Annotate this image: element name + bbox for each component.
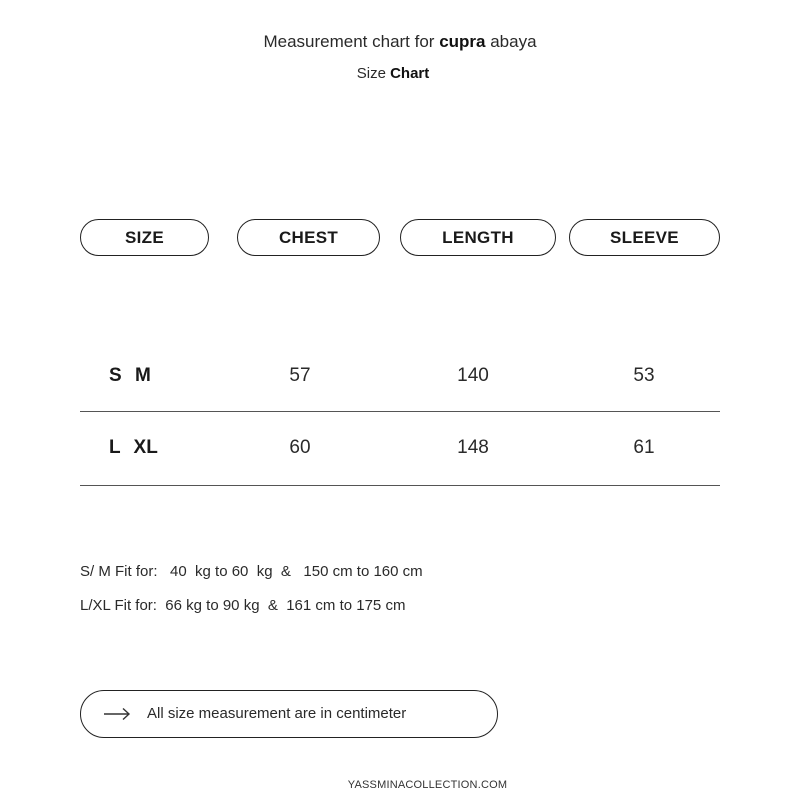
page-subtitle <box>0 65 786 82</box>
fit-note-lxl: L/XL Fit for: 66 kg to 90 kg & 161 cm to 175 cm <box>80 597 406 614</box>
arrow-right-icon <box>102 705 132 723</box>
column-header-sleeve: SLEEVE <box>569 219 720 256</box>
title-prefix: Measurement chart for <box>263 32 440 51</box>
column-header-size: SIZE <box>80 219 209 256</box>
chest-cell: 57 <box>289 365 311 386</box>
measurement-note-text: All size measurement are in centimeter <box>147 705 407 722</box>
column-header-length: LENGTH <box>400 219 556 256</box>
title-product: cupra <box>439 32 486 51</box>
size-cell: S M <box>109 365 151 386</box>
table-row <box>80 428 720 468</box>
measurement-note <box>80 690 498 738</box>
length-cell: 140 <box>457 365 489 386</box>
page-title <box>0 32 800 52</box>
row-divider <box>80 411 720 412</box>
size-cell: L XL <box>109 437 158 458</box>
fit-note-sm: S/ M Fit for: 40 kg to 60 kg & 150 cm to 160 cm <box>80 563 423 580</box>
footer-website: YASSMINACOLLECTION.COM <box>347 779 508 791</box>
column-header-chest: CHEST <box>237 219 380 256</box>
subtitle-prefix: Size <box>356 65 391 82</box>
title-suffix: abaya <box>485 32 537 51</box>
row-divider <box>80 485 720 486</box>
chest-cell: 60 <box>289 437 311 458</box>
table-row <box>80 356 720 396</box>
sleeve-cell: 53 <box>633 365 655 386</box>
subtitle-bold: Chart <box>390 65 430 82</box>
sleeve-cell: 61 <box>633 437 655 458</box>
length-cell: 148 <box>457 437 489 458</box>
